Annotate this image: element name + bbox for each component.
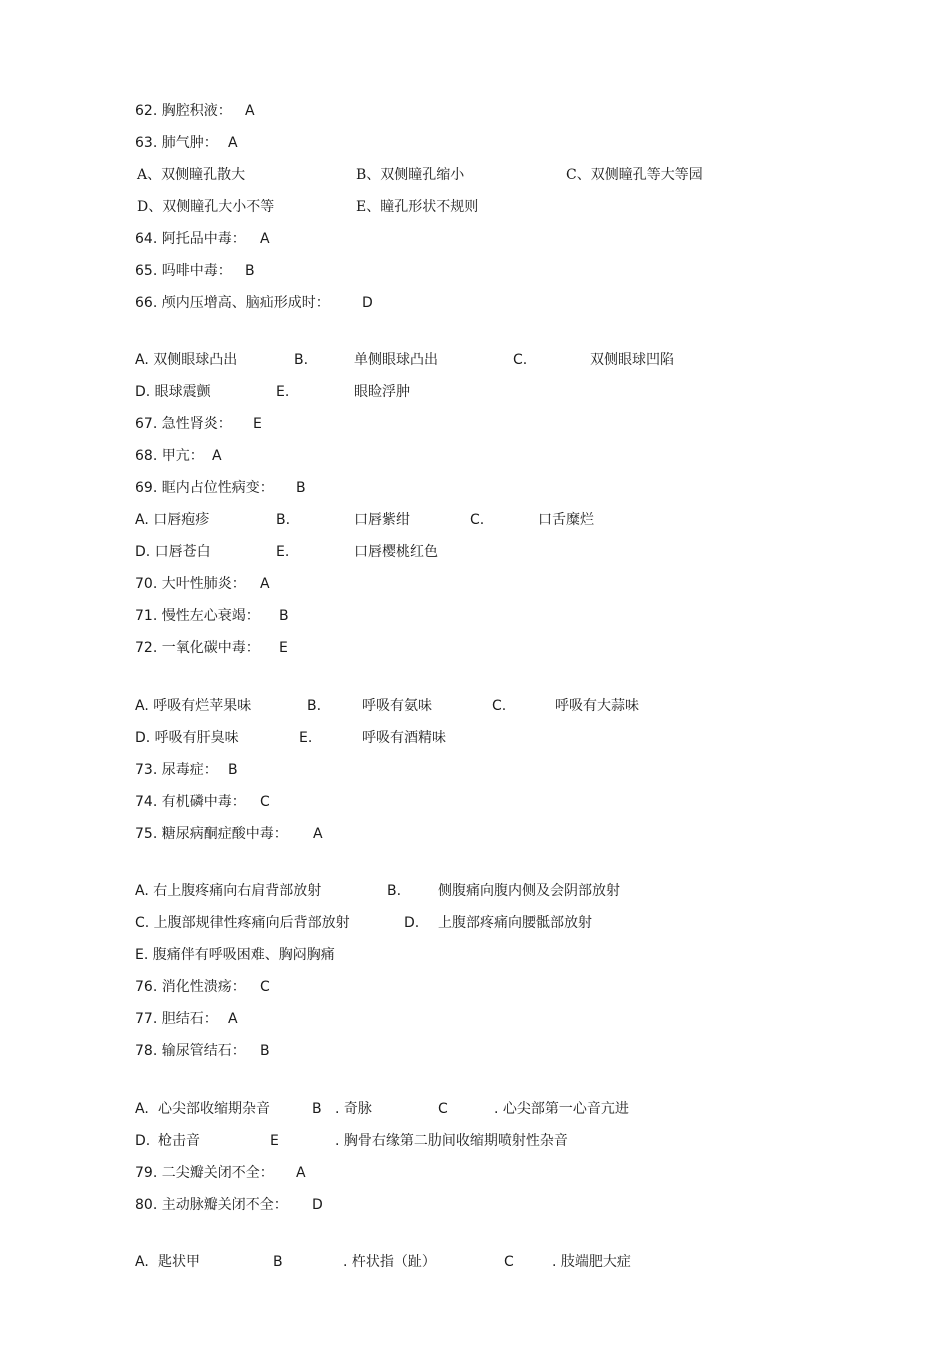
option-c: 呼吸有大蒜味 — [555, 698, 639, 714]
option-b: . 奇脉 — [335, 1101, 372, 1117]
question-text: 67. 急性肾炎： — [135, 416, 232, 432]
answer: E — [279, 640, 288, 656]
option-d-key: D. — [404, 915, 420, 931]
option-e: 口唇樱桃红色 — [354, 544, 438, 560]
answer: A — [228, 135, 238, 151]
answer: D — [362, 295, 373, 311]
question-text: 71. 慢性左心衰竭： — [135, 608, 260, 624]
option-a-key: A. — [135, 1254, 149, 1270]
option-c: 口舌糜烂 — [538, 512, 594, 528]
option-a: A. 右上腹疼痛向右肩背部放射 — [135, 883, 322, 899]
option-a: 心尖部收缩期杂音 — [158, 1101, 270, 1117]
question-text: 69. 眶内占位性病变： — [135, 480, 274, 496]
answer: A — [260, 231, 270, 247]
question-text: 76. 消化性溃疡： — [135, 979, 246, 995]
answer: B — [228, 762, 238, 778]
option-b: 侧腹痛向腹内侧及会阴部放射 — [438, 883, 620, 899]
option-c-key: C — [504, 1254, 514, 1270]
option-a: 匙状甲 — [158, 1254, 200, 1270]
answer: A — [212, 448, 222, 464]
option-e: . 胸骨右缘第二肋间收缩期喷射性杂音 — [335, 1133, 568, 1149]
option-a: A、双侧瞳孔散大 — [137, 167, 246, 183]
option-e: E. 腹痛伴有呼吸困难、胸闷胸痛 — [135, 947, 335, 963]
option-e-key: E — [270, 1133, 279, 1149]
question-text: 73. 尿毒症： — [135, 762, 218, 778]
option-d: D. 口唇苍白 — [135, 544, 211, 560]
question-text: 68. 甲亢： — [135, 448, 204, 464]
question-text: 79. 二尖瓣关闭不全： — [135, 1165, 274, 1181]
question-text: 62. 胸腔积液： — [135, 103, 232, 119]
option-c: . 肢端肥大症 — [552, 1254, 631, 1270]
question-text: 80. 主动脉瓣关闭不全： — [135, 1197, 288, 1213]
option-b: 呼吸有氨味 — [362, 698, 432, 714]
answer: B — [260, 1043, 270, 1059]
option-e-key: E. — [299, 730, 313, 746]
option-b: . 杵状指（趾） — [343, 1254, 436, 1270]
option-b: 单侧眼球凸出 — [354, 352, 438, 368]
option-d: D. 呼吸有肝臭味 — [135, 730, 239, 746]
question-text: 65. 吗啡中毒： — [135, 263, 232, 279]
option-c: C. 上腹部规律性疼痛向后背部放射 — [135, 915, 350, 931]
option-b: 口唇紫绀 — [354, 512, 410, 528]
answer: A — [313, 826, 323, 842]
option-c-key: C — [438, 1101, 448, 1117]
option-a: A. 口唇疱疹 — [135, 512, 210, 528]
option-c: C、双侧瞳孔等大等园 — [566, 167, 703, 183]
option-c: . 心尖部第一心音亢进 — [494, 1101, 629, 1117]
answer: B — [245, 263, 255, 279]
option-b-key: B. — [276, 512, 291, 528]
option-e: 眼睑浮肿 — [354, 384, 410, 400]
option-e-key: E. — [276, 544, 290, 560]
question-text: 75. 糖尿病酮症酸中毒： — [135, 826, 288, 842]
option-a: A. 双侧眼球凸出 — [135, 352, 238, 368]
answer: D — [312, 1197, 323, 1213]
answer: B — [296, 480, 306, 496]
question-text: 74. 有机磷中毒： — [135, 794, 246, 810]
option-c-key: C. — [470, 512, 485, 528]
option-e: 呼吸有酒精味 — [362, 730, 446, 746]
option-b-key: B. — [307, 698, 322, 714]
question-text: 70. 大叶性肺炎： — [135, 576, 246, 592]
question-text: 78. 输尿管结石： — [135, 1043, 246, 1059]
option-b: B、双侧瞳孔缩小 — [356, 167, 465, 183]
option-c: 双侧眼球凹陷 — [590, 352, 674, 368]
option-e: E、瞳孔形状不规则 — [356, 199, 479, 215]
answer: A — [245, 103, 255, 119]
option-c-key: C. — [492, 698, 507, 714]
question-text: 77. 胆结石： — [135, 1011, 218, 1027]
option-d: D、双侧瞳孔大小不等 — [137, 199, 275, 215]
answer: A — [296, 1165, 306, 1181]
option-d: 上腹部疼痛向腰骶部放射 — [438, 915, 592, 931]
option-c-key: C. — [513, 352, 528, 368]
option-a: A. 呼吸有烂苹果味 — [135, 698, 252, 714]
option-b-key: B. — [387, 883, 402, 899]
option-a-key: A. — [135, 1101, 149, 1117]
option-b-key: B — [273, 1254, 283, 1270]
option-b-key: B. — [294, 352, 309, 368]
question-text: 66. 颅内压增高、脑疝形成时： — [135, 295, 330, 311]
option-b-key: B — [312, 1101, 322, 1117]
option-d: D. 眼球震颤 — [135, 384, 211, 400]
answer: A — [260, 576, 270, 592]
answer: B — [279, 608, 289, 624]
option-e-key: E. — [276, 384, 290, 400]
answer: C — [260, 794, 270, 810]
question-text: 63. 肺气肿： — [135, 135, 218, 151]
answer: A — [228, 1011, 238, 1027]
answer: C — [260, 979, 270, 995]
option-d-key: D. — [135, 1133, 151, 1149]
option-d: 枪击音 — [158, 1133, 200, 1149]
answer: E — [253, 416, 262, 432]
question-text: 64. 阿托品中毒： — [135, 231, 246, 247]
question-text: 72. 一氧化碳中毒： — [135, 640, 260, 656]
